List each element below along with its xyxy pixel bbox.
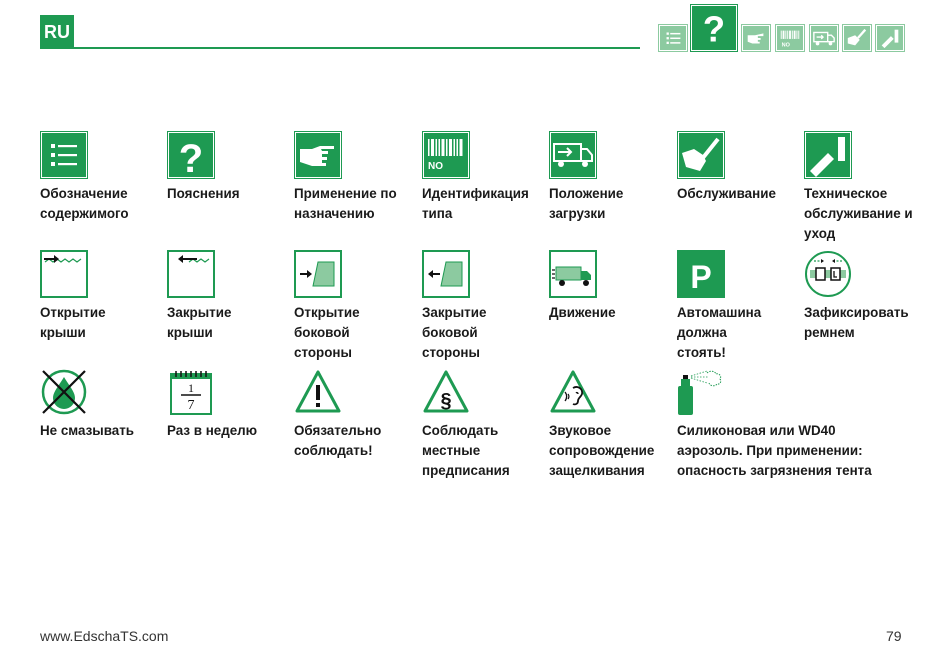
svg-text:1: 1 (188, 381, 194, 395)
tool-maintenance-icon (804, 131, 852, 179)
legend-label: Раз в неделю (167, 423, 258, 438)
svg-text:P: P (690, 259, 712, 295)
legend-label: Закрытие боковой стороны (422, 305, 487, 360)
truck-moving-icon (549, 250, 597, 298)
roof-close-icon (167, 250, 215, 298)
legend-label: Положение загрузки (549, 186, 624, 221)
legend-item (804, 131, 928, 244)
paragraph-warning-icon (422, 368, 470, 416)
legend-item (294, 368, 418, 461)
legend-item (422, 368, 546, 481)
svg-text:§: § (440, 390, 452, 412)
legend-label: Применение по назначению (294, 186, 397, 221)
question-icon (167, 131, 215, 179)
legend-item (549, 250, 673, 323)
strap-fix-icon (804, 250, 852, 298)
legend-label: Автомашина должна стоять! (677, 305, 762, 360)
truck-loading-icon (549, 131, 597, 179)
barcode-icon (422, 131, 470, 179)
legend-label: Соблюдать местные предписания (422, 423, 510, 478)
svg-text:?: ? (178, 137, 204, 179)
footer-website[interactable]: www.EdschaTS.com (40, 628, 169, 644)
no-lubricate-icon (40, 368, 88, 416)
parking-icon (677, 250, 725, 298)
language-badge: RU (40, 15, 74, 49)
legend-item (294, 250, 418, 363)
legend-label: Силиконовая или WD40 аэрозоль. При применении: опасность загрязнения тента (677, 423, 872, 478)
legend-label: Звуковое сопровождение защелкивания (549, 423, 655, 478)
legend-item (294, 131, 418, 224)
legend-label: Обслуживание (677, 186, 776, 201)
legend-label: Зафиксировать ремнем (804, 305, 909, 340)
nav-question-icon[interactable] (691, 5, 737, 51)
list-icon (40, 131, 88, 179)
legend-label: Закрытие крыши (167, 305, 232, 340)
spray-can-icon (677, 368, 725, 416)
side-open-icon (294, 250, 342, 298)
legend-item (167, 368, 291, 441)
page-number: 79 (886, 628, 902, 644)
legend-item (40, 250, 164, 343)
nav-tool-maintenance-icon[interactable] (876, 25, 904, 51)
legend-label: Идентификация типа (422, 186, 529, 221)
nav-truck-loading-icon[interactable] (810, 25, 838, 51)
nav-hand-maintenance-icon[interactable] (843, 25, 871, 51)
nav-list-icon[interactable] (659, 25, 687, 51)
legend-item (677, 368, 872, 481)
roof-open-icon (40, 250, 88, 298)
legend-label: Техническое обслуживание и уход (804, 186, 913, 241)
side-close-icon (422, 250, 470, 298)
legend-item (40, 368, 164, 441)
legend-label: Движение (549, 305, 616, 320)
hand-pointing-icon (294, 131, 342, 179)
legend-label: Пояснения (167, 186, 240, 201)
legend-label: Открытие крыши (40, 305, 106, 340)
legend-label: Открытие боковой стороны (294, 305, 360, 360)
legend-label: Не смазывать (40, 423, 135, 438)
warning-icon (294, 368, 342, 416)
legend-item (549, 368, 673, 481)
legend-item (677, 131, 801, 204)
nav-barcode-icon[interactable] (776, 25, 804, 51)
svg-text:?: ? (702, 8, 726, 50)
legend-item (40, 131, 164, 224)
ear-click-icon (549, 368, 597, 416)
legend-item (677, 250, 801, 363)
legend-label: Обозначение содержимого (40, 186, 129, 221)
legend-item (167, 131, 291, 204)
hand-maintenance-icon (677, 131, 725, 179)
legend-item (422, 131, 546, 224)
svg-text:NO: NO (781, 42, 790, 49)
calendar-weekly-icon (167, 368, 215, 416)
legend-item (167, 250, 291, 343)
svg-text:7: 7 (187, 398, 195, 413)
header-rule (74, 47, 640, 49)
legend-item (804, 250, 928, 343)
legend-item (422, 250, 546, 363)
svg-text:NO: NO (428, 161, 443, 172)
legend-label: Обязательно соблюдать! (294, 423, 382, 458)
nav-hand-pointing-icon[interactable] (742, 25, 770, 51)
legend-item (549, 131, 673, 224)
